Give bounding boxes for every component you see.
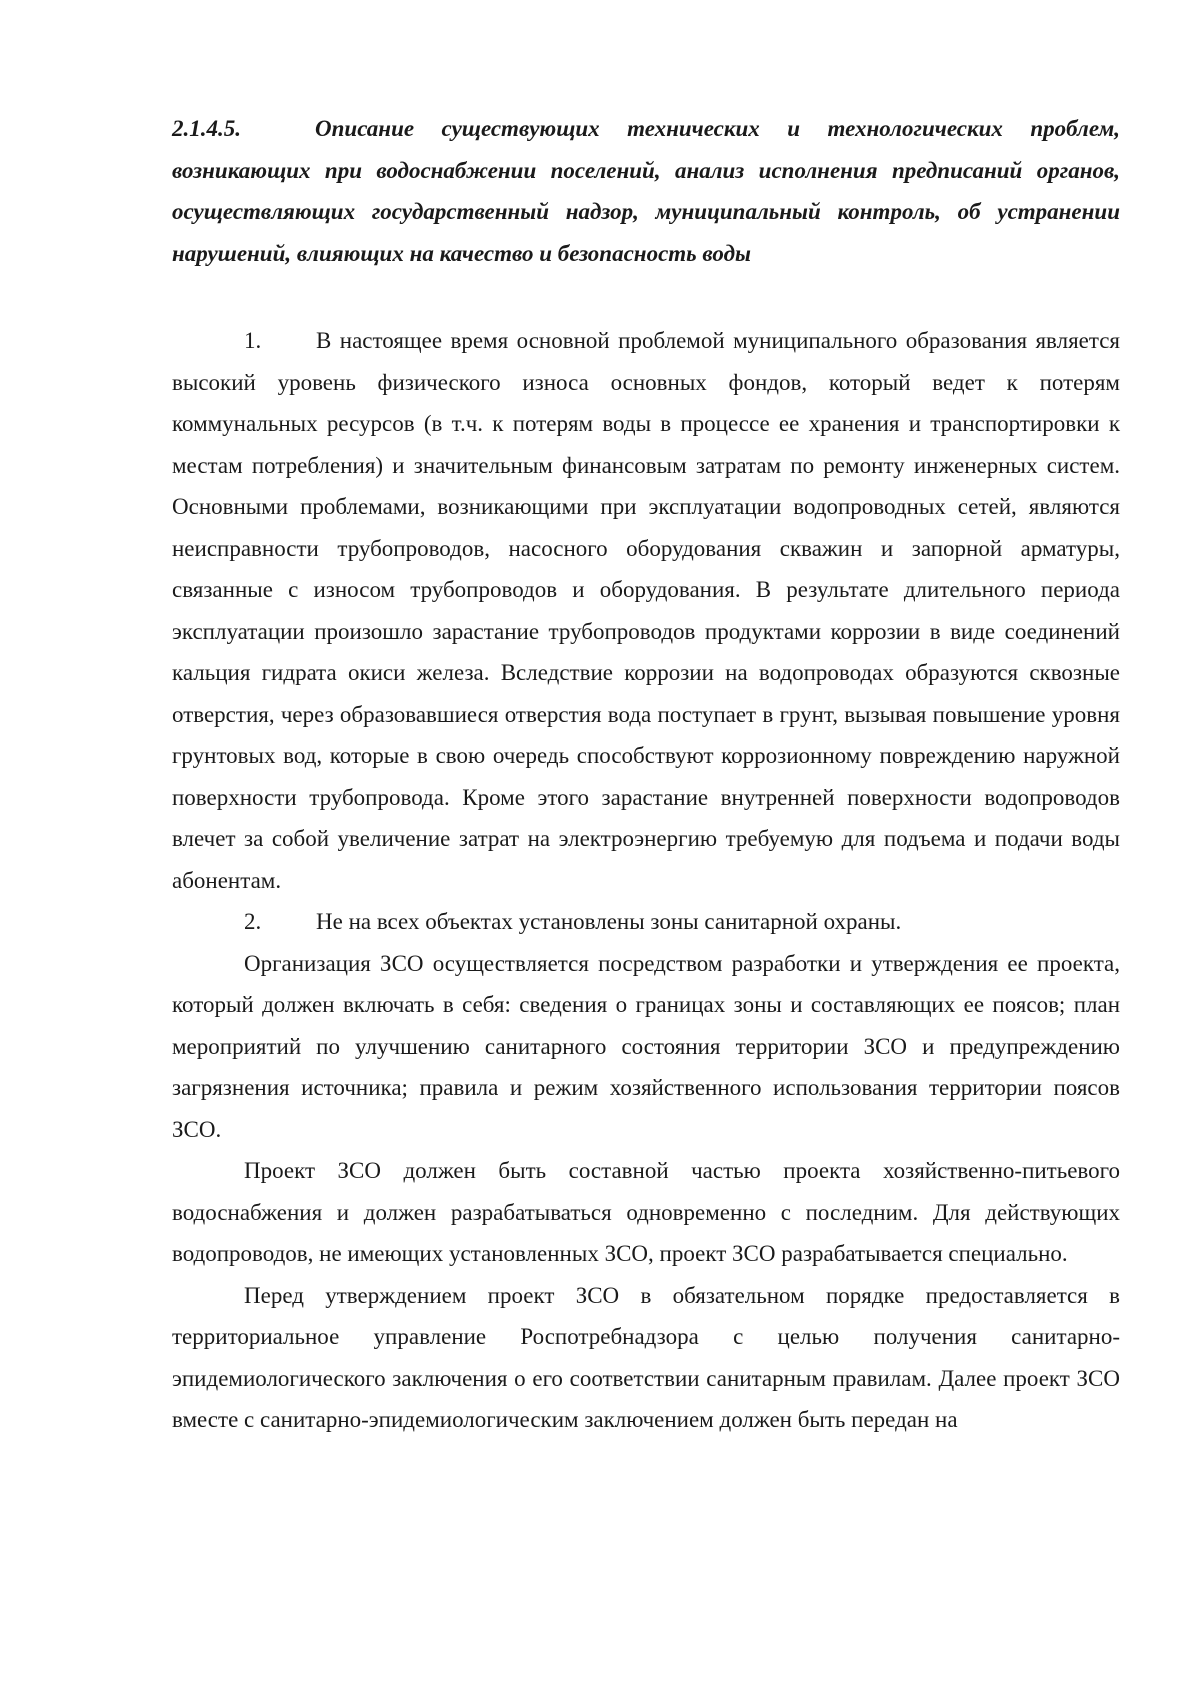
section-heading xyxy=(172,108,1120,274)
document-page xyxy=(172,108,1120,1441)
list-item xyxy=(172,901,1120,943)
body-paragraph: Перед утверждением проект ЗСО в обязательном порядке предоставляется в территориальное управление Роспотребнадзора с целью получения санитарно-эпидемиологического заключения о его соответствии санитарным правилам. Далее проект ЗСО вместе с санитарно-эпидемиологическим заключением должен быть передан на xyxy=(172,1282,1120,1432)
list-item-text: Не на всех объектах установлены зоны санитарной охраны. xyxy=(316,909,902,934)
list-item-text: В настоящее время основной проблемой муниципального образования является высокий уровень физического износа основных фондов, который ведет к потерям коммунальных ресурсов (в т.ч. к потерям воды в процессе ее хранения и транспортировки к местам потребления) и значительным финансовым затратам по ремонту инженерных систем. Основными проблемами, возникающими при эксплуатации водопроводных сетей, являются неисправности трубопроводов, насосного оборудования скважин и запорной арматуры, связанные с износом трубопроводов и оборудования. В результате длительного периода эксплуатации произошло зарастание трубопроводов продуктами коррозии в виде соединений кальция гидрата окиси железа. Вследствие коррозии на водопроводах образуются сквозные отверстия, через образовавшиеся отверстия вода поступает в грунт, вызывая повышение уровня грунтовых вод, которые в свою очередь способствуют коррозионному повреждению наружной поверхности трубопровода. Кроме этого зарастание внутренней поверхности водопроводов влечет за собой увеличение затрат на электроэнергию требуемую для подъема и подачи воды абонентам. xyxy=(172,328,1120,893)
section-number: 2.1.4.5. xyxy=(172,116,241,141)
list-item-number: 1. xyxy=(244,328,262,353)
list-item-number: 2. xyxy=(244,909,262,934)
list-item xyxy=(172,320,1120,901)
body-paragraph: Проект ЗСО должен быть составной частью проекта хозяйственно-питьевого водоснабжения и должен разрабатываться одновременно с последним. Для действующих водопроводов, не имеющих установленных ЗСО, проект ЗСО разрабатывается специально. xyxy=(172,1158,1120,1266)
body-paragraph: Организация ЗСО осуществляется посредством разработки и утверждения ее проекта, который должен включать в себя: сведения о границах зоны и составляющих ее поясов; план мероприятий по улучшению санитарного состояния территории ЗСО и предупреждению загрязнения источника; правила и режим хозяйственного использования территории поясов ЗСО. xyxy=(172,950,1120,1142)
section-title: Описание существующих технических и технологических проблем, возникающих при водоснабжении поселений, анализ исполнения предписаний органов, осуществляющих государственный надзор, муниципальный контроль, об устранении нарушений, влияющих на качество и безопасность воды xyxy=(172,116,1120,266)
